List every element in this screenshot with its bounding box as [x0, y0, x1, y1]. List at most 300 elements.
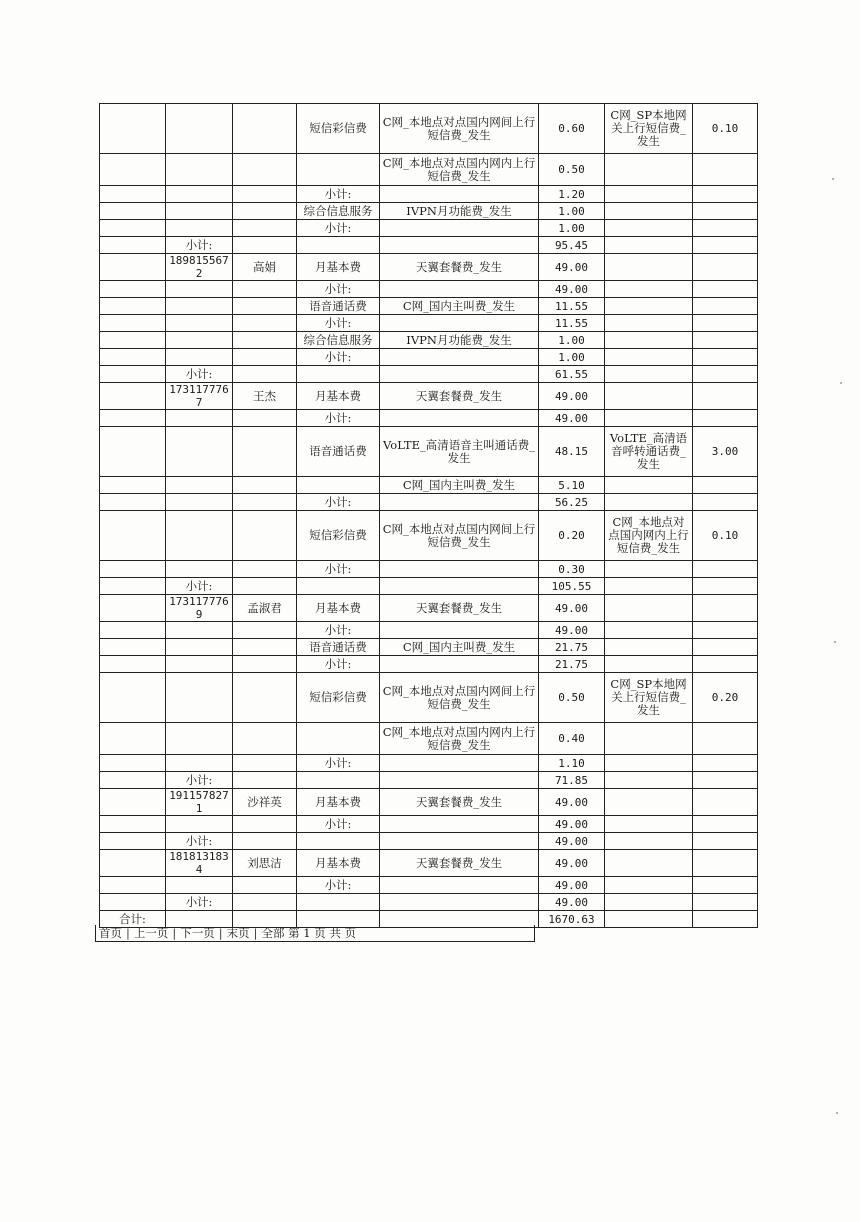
user-name-cell	[233, 673, 297, 723]
fee-item-2-cell	[605, 154, 693, 186]
fee-item-2-cell: C网_SP本地网关上行短信费_发生	[605, 104, 693, 154]
amount-2-cell	[693, 561, 758, 578]
fee-item-cell: IVPN月功能费_发生	[380, 203, 539, 220]
fee-category-cell: 小计:	[297, 349, 380, 366]
scan-speck	[840, 382, 842, 384]
table-row	[100, 656, 758, 673]
amount-2-cell	[693, 833, 758, 850]
fee-category-cell: 小计:	[297, 816, 380, 833]
fee-item-2-cell	[605, 723, 693, 755]
amount-2-cell	[693, 186, 758, 203]
user-name-cell	[233, 816, 297, 833]
region-cell	[100, 639, 166, 656]
phone-cell: 1911578271	[166, 789, 233, 816]
amount-2-cell	[693, 383, 758, 410]
user-name-cell	[233, 332, 297, 349]
region-cell	[100, 816, 166, 833]
amount-2-cell	[693, 220, 758, 237]
amount-2-cell	[693, 595, 758, 622]
amount-cell: 0.50	[539, 673, 605, 723]
table-row	[100, 511, 758, 561]
amount-cell: 49.00	[539, 816, 605, 833]
table-row	[100, 772, 758, 789]
fee-item-2-cell	[605, 349, 693, 366]
user-name-cell	[233, 894, 297, 911]
phone-cell	[166, 622, 233, 639]
fee-item-2-cell	[605, 494, 693, 511]
region-cell	[100, 772, 166, 789]
table-row	[100, 789, 758, 816]
fee-category-cell: 语音通话费	[297, 298, 380, 315]
region-cell	[100, 410, 166, 427]
fee-item-2-cell	[605, 254, 693, 281]
amount-cell: 49.00	[539, 833, 605, 850]
user-name-cell	[233, 104, 297, 154]
table-row	[100, 595, 758, 622]
phone-cell	[166, 281, 233, 298]
scan-speck	[832, 178, 834, 180]
fee-item-2-cell	[605, 833, 693, 850]
table-row	[100, 833, 758, 850]
bill-sheet	[99, 103, 758, 928]
first-page-link[interactable]: 首页	[99, 926, 122, 940]
amount-cell: 61.55	[539, 366, 605, 383]
amount-cell: 21.75	[539, 656, 605, 673]
user-name-cell	[233, 154, 297, 186]
user-name-cell: 王杰	[233, 383, 297, 410]
table-row	[100, 755, 758, 772]
amount-2-cell	[693, 622, 758, 639]
amount-cell: 48.15	[539, 427, 605, 477]
fee-item-2-cell	[605, 911, 693, 928]
region-cell	[100, 673, 166, 723]
phone-cell: 小计:	[166, 894, 233, 911]
fee-item-2-cell: VoLTE_高清语音呼转通话费_发生	[605, 427, 693, 477]
table-row	[100, 494, 758, 511]
amount-2-cell	[693, 203, 758, 220]
fee-item-cell	[380, 494, 539, 511]
fee-item-cell: 天翼套餐费_发生	[380, 383, 539, 410]
fee-item-cell	[380, 220, 539, 237]
region-cell: 合计:	[100, 911, 166, 928]
fee-item-2-cell	[605, 755, 693, 772]
fee-item-2-cell	[605, 332, 693, 349]
phone-cell	[166, 315, 233, 332]
fee-item-cell	[380, 656, 539, 673]
phone-cell: 小计:	[166, 772, 233, 789]
amount-2-cell	[693, 366, 758, 383]
table-row	[100, 104, 758, 154]
amount-2-cell: 0.10	[693, 511, 758, 561]
amount-2-cell	[693, 816, 758, 833]
amount-cell: 71.85	[539, 772, 605, 789]
region-cell	[100, 877, 166, 894]
fee-item-2-cell	[605, 816, 693, 833]
fee-item-2-cell	[605, 383, 693, 410]
region-cell	[100, 789, 166, 816]
table-row	[100, 622, 758, 639]
region-cell	[100, 186, 166, 203]
amount-2-cell: 0.10	[693, 104, 758, 154]
user-name-cell	[233, 298, 297, 315]
amount-cell: 49.00	[539, 622, 605, 639]
amount-2-cell	[693, 894, 758, 911]
region-cell	[100, 578, 166, 595]
user-name-cell: 孟淑君	[233, 595, 297, 622]
fee-category-cell: 月基本费	[297, 383, 380, 410]
phone-cell	[166, 755, 233, 772]
table-row	[100, 850, 758, 877]
amount-cell: 0.40	[539, 723, 605, 755]
region-cell	[100, 511, 166, 561]
amount-2-cell	[693, 723, 758, 755]
phone-cell	[166, 877, 233, 894]
phone-cell: 小计:	[166, 833, 233, 850]
last-page-link[interactable]: 末页	[226, 926, 250, 940]
amount-2-cell	[693, 789, 758, 816]
fee-item-2-cell	[605, 477, 693, 494]
amount-2-cell	[693, 494, 758, 511]
region-cell	[100, 755, 166, 772]
fee-item-cell: C网_本地点对点国内网间上行短信费_发生	[380, 673, 539, 723]
table-row	[100, 816, 758, 833]
phone-cell	[166, 410, 233, 427]
region-cell	[100, 349, 166, 366]
fee-item-2-cell	[605, 622, 693, 639]
table-row	[100, 281, 758, 298]
phone-cell	[166, 203, 233, 220]
next-page-link[interactable]: 下一页	[180, 926, 215, 940]
amount-cell: 49.00	[539, 789, 605, 816]
table-row	[100, 298, 758, 315]
fee-item-2-cell	[605, 410, 693, 427]
fee-category-cell: 综合信息服务	[297, 332, 380, 349]
fee-item-cell: IVPN月功能费_发生	[380, 332, 539, 349]
fee-item-cell	[380, 578, 539, 595]
table-row	[100, 349, 758, 366]
region-cell	[100, 298, 166, 315]
amount-cell: 1.10	[539, 755, 605, 772]
table-row	[100, 561, 758, 578]
amount-2-cell	[693, 477, 758, 494]
fee-item-cell	[380, 877, 539, 894]
user-name-cell	[233, 877, 297, 894]
table-row	[100, 477, 758, 494]
amount-2-cell	[693, 772, 758, 789]
fee-item-cell	[380, 237, 539, 254]
table-row	[100, 237, 758, 254]
fee-item-cell: 天翼套餐费_发生	[380, 850, 539, 877]
table-row	[100, 366, 758, 383]
phone-cell	[166, 639, 233, 656]
user-name-cell	[233, 578, 297, 595]
fee-item-cell	[380, 186, 539, 203]
phone-cell	[166, 104, 233, 154]
bill-table-body	[100, 104, 758, 928]
region-cell	[100, 622, 166, 639]
fee-item-cell: C网_国内主叫费_发生	[380, 639, 539, 656]
region-cell	[100, 595, 166, 622]
user-name-cell	[233, 723, 297, 755]
amount-2-cell	[693, 332, 758, 349]
fee-category-cell: 短信彩信费	[297, 673, 380, 723]
region-cell	[100, 281, 166, 298]
fee-category-cell: 短信彩信费	[297, 104, 380, 154]
fee-category-cell	[297, 477, 380, 494]
fee-item-2-cell	[605, 772, 693, 789]
user-name-cell	[233, 220, 297, 237]
region-cell	[100, 220, 166, 237]
region-cell	[100, 237, 166, 254]
fee-item-2-cell	[605, 877, 693, 894]
fee-item-cell	[380, 281, 539, 298]
amount-2-cell	[693, 315, 758, 332]
table-row	[100, 383, 758, 410]
fee-category-cell	[297, 237, 380, 254]
fee-category-cell: 月基本费	[297, 254, 380, 281]
fee-item-2-cell	[605, 220, 693, 237]
phone-cell	[166, 477, 233, 494]
fee-category-cell: 小计:	[297, 622, 380, 639]
phone-cell: 1731177769	[166, 595, 233, 622]
fee-category-cell	[297, 894, 380, 911]
amount-2-cell	[693, 349, 758, 366]
amount-2-cell	[693, 911, 758, 928]
phone-cell	[166, 561, 233, 578]
fee-category-cell	[297, 833, 380, 850]
fee-category-cell: 小计:	[297, 494, 380, 511]
table-row	[100, 673, 758, 723]
fee-category-cell: 语音通话费	[297, 427, 380, 477]
amount-cell: 1.00	[539, 220, 605, 237]
fee-item-cell: C网_本地点对点国内网内上行短信费_发生	[380, 723, 539, 755]
phone-cell	[166, 220, 233, 237]
amount-2-cell	[693, 639, 758, 656]
amount-cell: 0.30	[539, 561, 605, 578]
user-name-cell	[233, 772, 297, 789]
region-cell	[100, 104, 166, 154]
fee-item-2-cell	[605, 639, 693, 656]
fee-item-cell	[380, 755, 539, 772]
page-info: 全部 第 1 页 共 页	[261, 926, 357, 940]
table-row	[100, 254, 758, 281]
fee-category-cell: 小计:	[297, 220, 380, 237]
fee-item-cell: 天翼套餐费_发生	[380, 789, 539, 816]
amount-cell: 11.55	[539, 315, 605, 332]
amount-2-cell	[693, 237, 758, 254]
fee-item-2-cell	[605, 315, 693, 332]
phone-cell	[166, 723, 233, 755]
fee-item-cell	[380, 410, 539, 427]
fee-category-cell: 小计:	[297, 755, 380, 772]
fee-category-cell: 小计:	[297, 315, 380, 332]
table-row	[100, 220, 758, 237]
table-row	[100, 427, 758, 477]
fee-item-2-cell	[605, 561, 693, 578]
amount-2-cell	[693, 298, 758, 315]
pager-separator: |	[126, 926, 130, 940]
user-name-cell	[233, 281, 297, 298]
amount-cell: 49.00	[539, 410, 605, 427]
user-name-cell: 刘思洁	[233, 850, 297, 877]
fee-category-cell: 月基本费	[297, 850, 380, 877]
table-row	[100, 203, 758, 220]
table-row	[100, 332, 758, 349]
phone-cell: 小计:	[166, 366, 233, 383]
fee-item-cell	[380, 561, 539, 578]
phone-cell	[166, 494, 233, 511]
user-name-cell	[233, 427, 297, 477]
phone-cell	[166, 332, 233, 349]
phone-cell	[166, 656, 233, 673]
fee-item-cell: 天翼套餐费_发生	[380, 595, 539, 622]
user-name-cell: 高娟	[233, 254, 297, 281]
region-cell	[100, 315, 166, 332]
fee-category-cell	[297, 366, 380, 383]
amount-cell: 1.00	[539, 349, 605, 366]
amount-cell: 1.00	[539, 332, 605, 349]
phone-cell	[166, 673, 233, 723]
scan-speck	[836, 1112, 838, 1114]
fee-item-cell	[380, 833, 539, 850]
fee-item-cell: C网_国内主叫费_发生	[380, 298, 539, 315]
fee-item-2-cell	[605, 298, 693, 315]
fee-item-2-cell	[605, 595, 693, 622]
fee-category-cell: 小计:	[297, 281, 380, 298]
fee-item-cell: C网_本地点对点国内网间上行短信费_发生	[380, 104, 539, 154]
fee-category-cell: 月基本费	[297, 789, 380, 816]
phone-cell	[166, 349, 233, 366]
fee-item-2-cell	[605, 186, 693, 203]
pager-separator: |	[172, 926, 177, 940]
table-row	[100, 894, 758, 911]
fee-category-cell	[297, 578, 380, 595]
region-cell	[100, 833, 166, 850]
table-row	[100, 578, 758, 595]
fee-category-cell: 短信彩信费	[297, 511, 380, 561]
user-name-cell	[233, 203, 297, 220]
fee-category-cell	[297, 772, 380, 789]
phone-cell	[166, 427, 233, 477]
fee-item-2-cell	[605, 789, 693, 816]
pager-separator: |	[218, 926, 223, 940]
fee-item-cell	[380, 349, 539, 366]
phone-cell	[166, 298, 233, 315]
region-cell	[100, 477, 166, 494]
fee-item-2-cell	[605, 894, 693, 911]
amount-cell: 49.00	[539, 254, 605, 281]
pagination-bar	[95, 925, 535, 942]
table-row	[100, 315, 758, 332]
amount-2-cell	[693, 254, 758, 281]
phone-cell: 小计:	[166, 237, 233, 254]
fee-item-cell	[380, 315, 539, 332]
fee-item-2-cell	[605, 237, 693, 254]
amount-cell: 49.00	[539, 383, 605, 410]
user-name-cell	[233, 477, 297, 494]
fee-category-cell: 小计:	[297, 561, 380, 578]
amount-cell: 49.00	[539, 877, 605, 894]
phone-cell	[166, 154, 233, 186]
user-name-cell	[233, 622, 297, 639]
user-name-cell	[233, 755, 297, 772]
user-name-cell	[233, 494, 297, 511]
amount-cell: 49.00	[539, 281, 605, 298]
amount-2-cell	[693, 755, 758, 772]
user-name-cell	[233, 237, 297, 254]
fee-category-cell: 小计:	[297, 410, 380, 427]
prev-page-link[interactable]: 上一页	[133, 926, 169, 940]
region-cell	[100, 494, 166, 511]
region-cell	[100, 332, 166, 349]
fee-item-2-cell: C网_本地点对点国内网内上行短信费_发生	[605, 511, 693, 561]
fee-category-cell: 综合信息服务	[297, 203, 380, 220]
region-cell	[100, 894, 166, 911]
pager-separator: |	[253, 926, 258, 940]
amount-cell: 0.60	[539, 104, 605, 154]
fee-category-cell: 小计:	[297, 656, 380, 673]
fee-item-cell: C网_本地点对点国内网间上行短信费_发生	[380, 511, 539, 561]
amount-cell: 56.25	[539, 494, 605, 511]
fee-item-cell	[380, 894, 539, 911]
user-name-cell	[233, 349, 297, 366]
amount-cell: 1670.63	[539, 911, 605, 928]
region-cell	[100, 561, 166, 578]
amount-2-cell: 3.00	[693, 427, 758, 477]
user-name-cell	[233, 186, 297, 203]
fee-item-cell	[380, 772, 539, 789]
region-cell	[100, 850, 166, 877]
region-cell	[100, 656, 166, 673]
amount-cell: 0.50	[539, 154, 605, 186]
fee-item-cell	[380, 622, 539, 639]
table-row	[100, 410, 758, 427]
amount-cell: 5.10	[539, 477, 605, 494]
user-name-cell	[233, 366, 297, 383]
fee-item-2-cell	[605, 656, 693, 673]
fee-category-cell	[297, 154, 380, 186]
amount-cell: 49.00	[539, 595, 605, 622]
fee-category-cell: 小计:	[297, 186, 380, 203]
user-name-cell	[233, 315, 297, 332]
fee-item-2-cell	[605, 281, 693, 298]
region-cell	[100, 383, 166, 410]
region-cell	[100, 427, 166, 477]
user-name-cell	[233, 833, 297, 850]
phone-cell: 小计:	[166, 578, 233, 595]
user-name-cell	[233, 656, 297, 673]
region-cell	[100, 154, 166, 186]
fee-category-cell: 小计:	[297, 877, 380, 894]
amount-2-cell	[693, 877, 758, 894]
fee-item-cell	[380, 366, 539, 383]
table-row	[100, 639, 758, 656]
bill-detail-table	[99, 103, 758, 928]
user-name-cell	[233, 511, 297, 561]
amount-cell: 1.20	[539, 186, 605, 203]
region-cell	[100, 254, 166, 281]
phone-cell: 1898155672	[166, 254, 233, 281]
phone-cell	[166, 816, 233, 833]
fee-category-cell: 语音通话费	[297, 639, 380, 656]
amount-2-cell	[693, 850, 758, 877]
fee-item-cell: VoLTE_高清语音主叫通话费_发生	[380, 427, 539, 477]
user-name-cell	[233, 410, 297, 427]
phone-cell	[166, 186, 233, 203]
user-name-cell	[233, 639, 297, 656]
amount-2-cell: 0.20	[693, 673, 758, 723]
fee-item-2-cell	[605, 850, 693, 877]
